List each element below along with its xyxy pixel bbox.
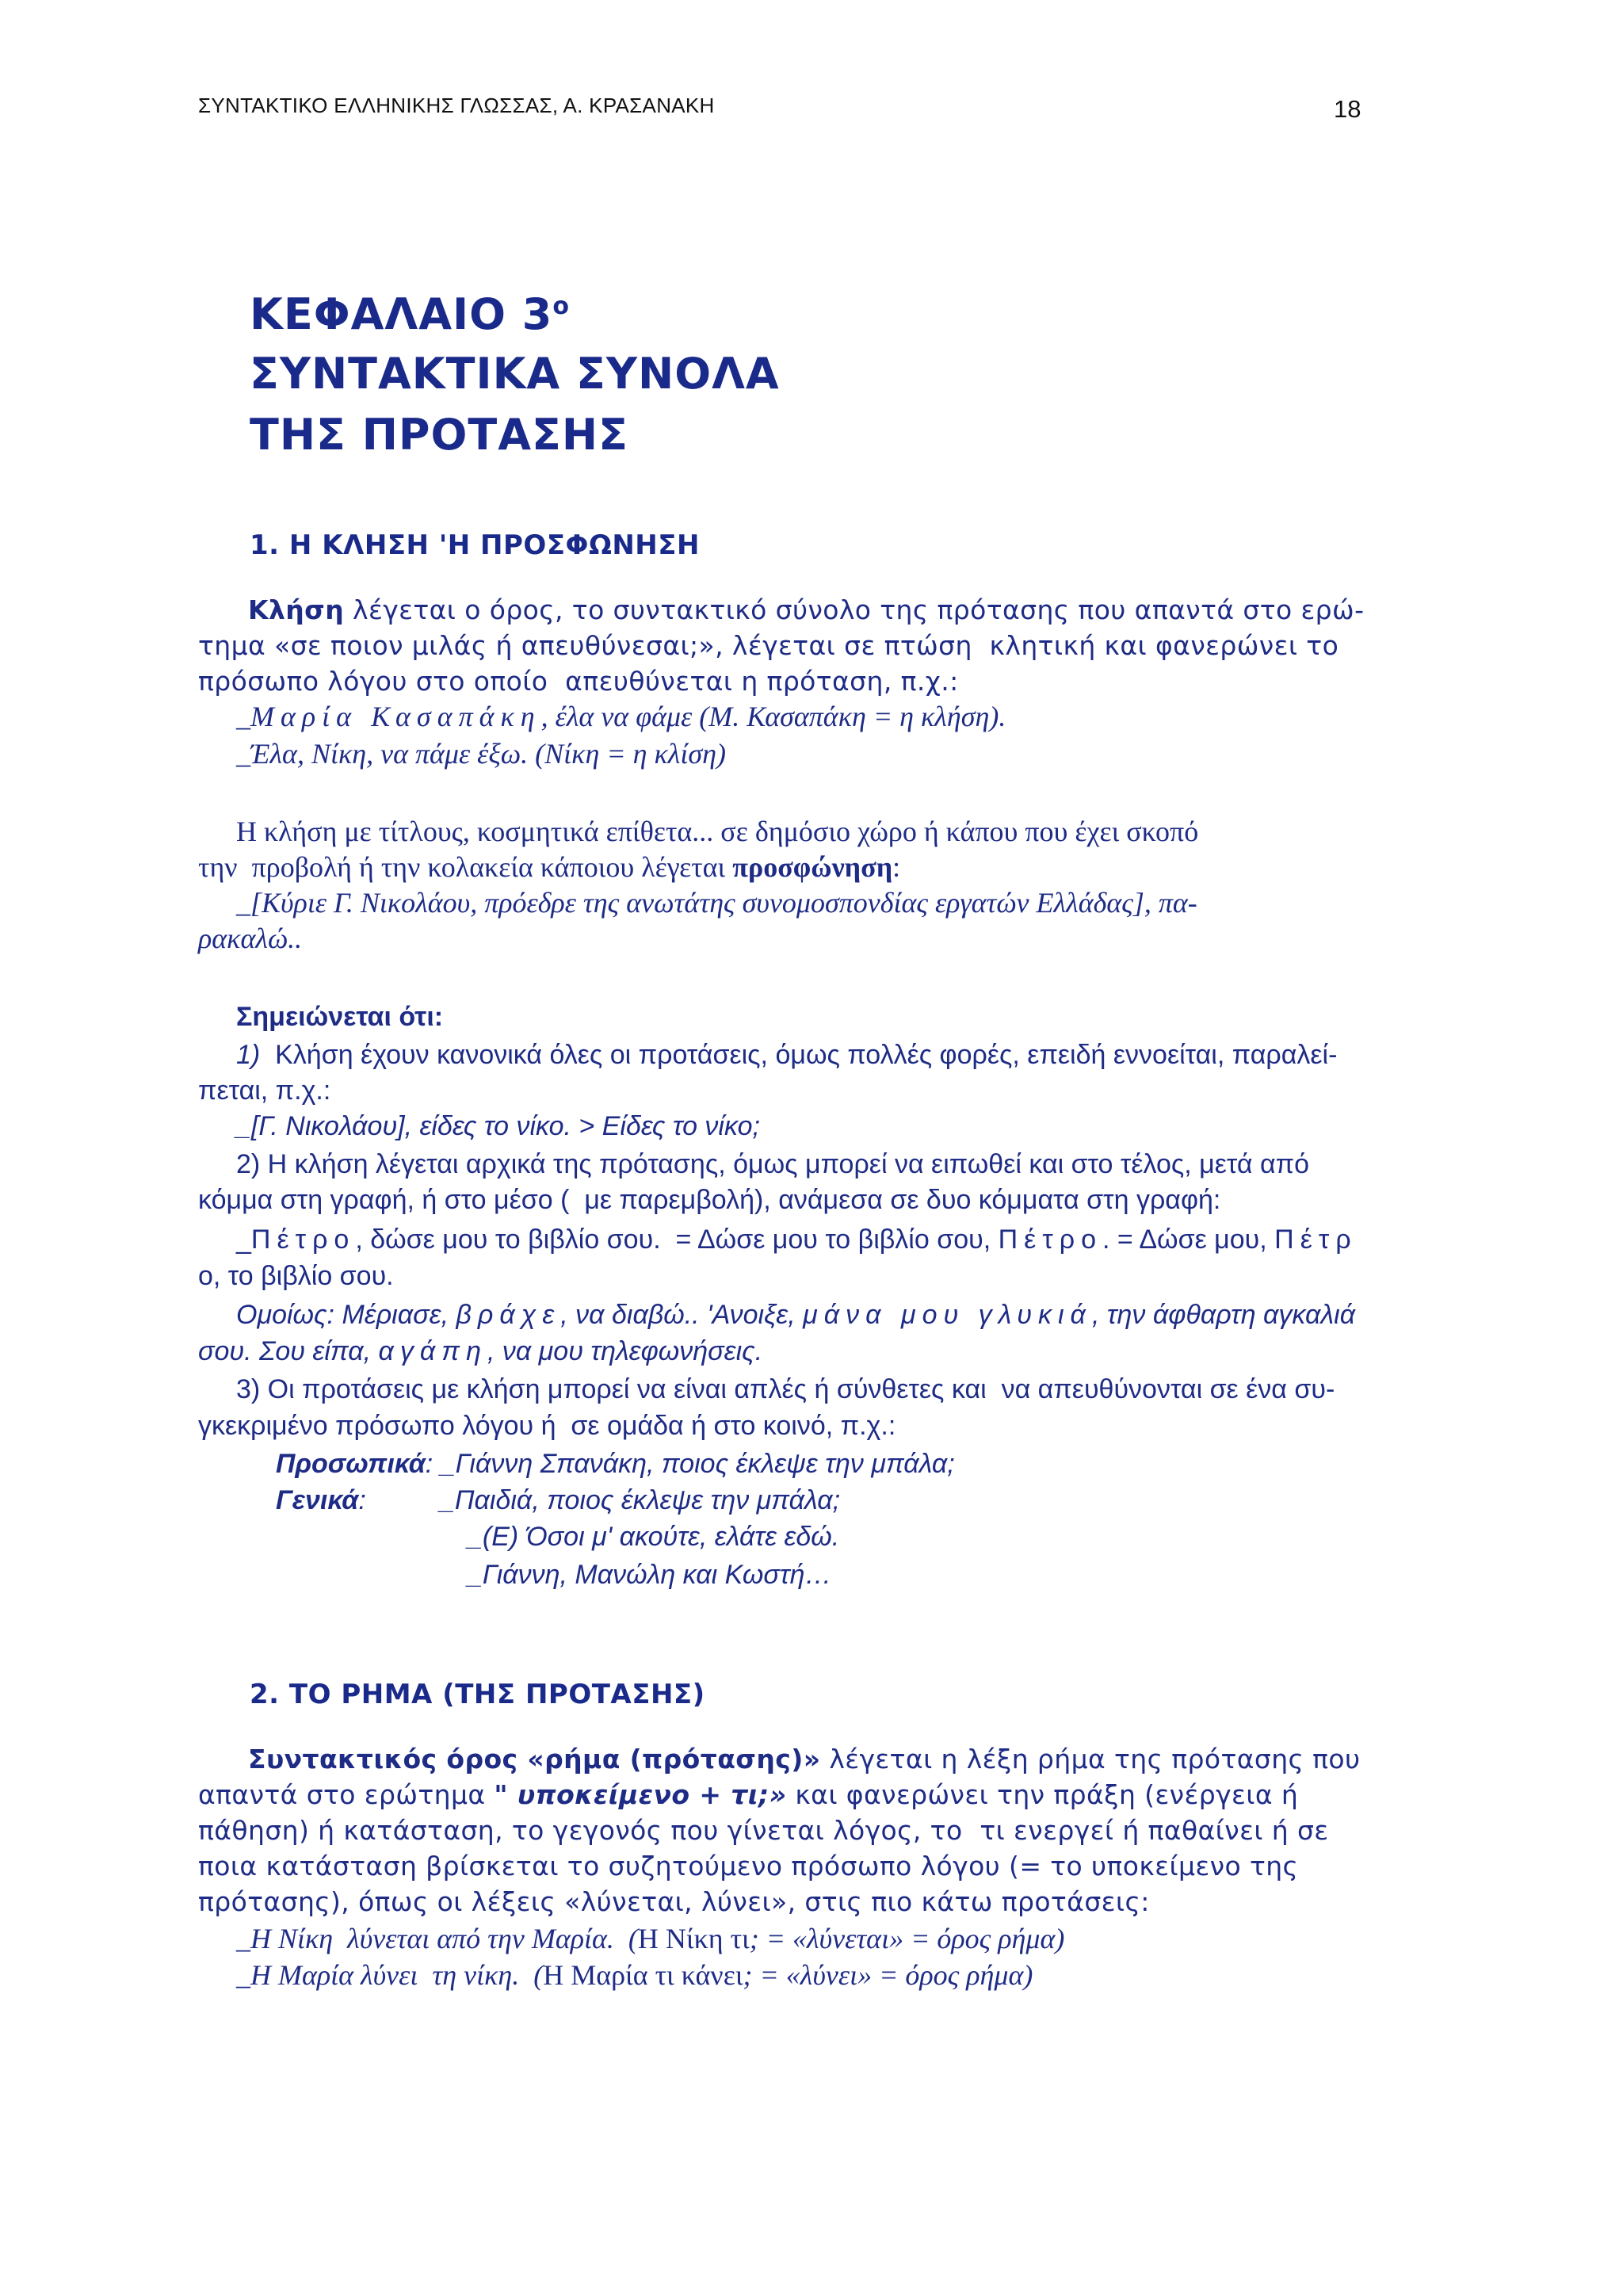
section-2-heading: 2. ΤΟ ΡΗΜΑ (ΤΗΣ ΠΡΟΤΑΣΗΣ) xyxy=(250,1679,705,1710)
chapter-title-line-3: ΤΗΣ ΠΡΟΤΑΣΗΣ xyxy=(250,410,628,460)
s1-p2-colon: : xyxy=(892,851,901,883)
s2-question-form: " υποκείμενο + τι;» xyxy=(494,1779,787,1810)
general-label-line xyxy=(276,1485,366,1516)
general-example-1: _Παιδιά, ποιος έκλεψε την μπάλα; xyxy=(440,1485,841,1515)
s2-paragraph-line-2 xyxy=(198,1779,1298,1810)
s2-p-text-2a: απαντά στο ερώτημα xyxy=(198,1779,495,1810)
chapter-number-text: ΚΕΦΑΛΑΙΟ 3 xyxy=(250,289,553,339)
n2-ex1-text-2: . = Δώσε μου, xyxy=(1102,1224,1275,1255)
note-1-number: 1) xyxy=(236,1040,261,1070)
s1-example-3-line-2: ρακαλώ.. xyxy=(198,923,303,954)
s2-ex1-text-1: _Η Νίκη λύνεται από την Μαρία. ( xyxy=(236,1923,638,1954)
s1-paragraph-1-line-1 xyxy=(248,594,1364,625)
note-2-example-1-line-1 xyxy=(236,1224,1358,1255)
ex1-name-spaced: Μαρία Κασαπάκη xyxy=(250,701,541,732)
general-example-2: _(Ε) Όσοι μ' ακούτε, ελάτε εδώ. xyxy=(468,1522,840,1552)
note-1-line-2: πεται, π.χ.: xyxy=(198,1075,331,1106)
n2-ex2-text-3: , την άφθαρτη αγκαλιά xyxy=(1091,1300,1356,1330)
note-1-example: _[Γ. Νικολάου], είδες το νίκο. > Είδες το νίκο; xyxy=(236,1111,760,1141)
n2-ex1-name-3: Πέτρ xyxy=(1274,1224,1358,1255)
general-label: Γενικά xyxy=(276,1485,359,1515)
personal-label: Προσωπικά xyxy=(276,1449,426,1479)
s1-paragraph-2-line-1: Η κλήση με τίτλους, κοσμητικά επίθετα... σε δημόσιο χώρο ή κάπου που έχει σκοπό xyxy=(236,816,1199,847)
s2-paragraph-line-1 xyxy=(248,1744,1361,1775)
s1-p1-text-1: λέγεται ο όρος, το συντακτικό σύνολο της πρότασης που απαντά στο ερώ- xyxy=(344,594,1365,625)
ex1-rest: , έλα να φάμε (Μ. Κασαπάκη = η κλήση). xyxy=(540,701,1006,732)
s2-ex1-question: Η Νίκη τι xyxy=(637,1923,750,1954)
note-3-line-2: γκεκριμένο πρόσωπο λόγου ή σε ομάδα ή στο κοινό, π.χ.: xyxy=(198,1411,896,1441)
s2-p-text-2b: και φανερώνει την πράξη (ενέργεια ή xyxy=(786,1779,1299,1810)
n2-ex1-text-1: , δώσε μου το βιβλίο σου. = Δώσε μου το βιβλίο σου, xyxy=(355,1224,999,1255)
s1-example-3-line-1: _[Κύριε Γ. Νικολάου, πρόεδρε της ανωτάτης συνομοσπονδίας εργατών Ελλάδας], πα- xyxy=(236,887,1197,919)
s1-example-1 xyxy=(236,700,1006,733)
n2-ex2-name-1: βράχε xyxy=(456,1300,561,1330)
ex1-dash: _ xyxy=(236,701,250,732)
s2-ex1-text-2: ; = «λύνεται» = όρος ρήμα) xyxy=(749,1923,1065,1954)
n2-ex2-name-2: μάνα μου γλυκιά xyxy=(803,1300,1092,1330)
n2-ex2-name-3: αγάπη xyxy=(378,1336,487,1366)
general-colon: : xyxy=(358,1485,366,1515)
section-1-heading: 1. Η ΚΛΗΣΗ 'Η ΠΡΟΣΦΩΝΗΣΗ xyxy=(250,529,700,561)
n2-ex2-text-4: σου. Σου είπα, xyxy=(198,1336,379,1366)
note-2-example-2-line-2 xyxy=(198,1336,762,1367)
general-example-3: _Γιάννη, Μανώλη και Κωστή… xyxy=(468,1560,832,1590)
chapter-ordinal-superscript: ο xyxy=(552,292,571,320)
s2-example-1 xyxy=(236,1922,1064,1955)
s2-paragraph-line-5: πρότασης), όπως οι λέξεις «λύνεται, λύνει», στις πιο κάτω προτάσεις: xyxy=(198,1886,1150,1917)
chapter-title-line-1 xyxy=(250,289,570,339)
s2-p-text-1: λέγεται η λέξη ρήμα της πρότασης που xyxy=(820,1744,1361,1775)
chapter-title-line-2: ΣΥΝΤΑΚΤΙΚΑ ΣΥΝΟΛΑ xyxy=(250,349,780,399)
s1-paragraph-2-line-2 xyxy=(198,850,900,884)
s2-paragraph-line-4: ποια κατάσταση βρίσκεται το συζητούμενο πρόσωπο λόγου (= το υποκείμενο της xyxy=(198,1851,1299,1881)
n2-ex2-text-1: Ομοίως: Μέριασε, xyxy=(236,1300,456,1330)
s1-paragraph-1-line-3: πρόσωπο λόγου στο οποίο απευθύνεται η πρόταση, π.χ.: xyxy=(198,666,959,697)
note-2-example-2-line-1 xyxy=(236,1300,1355,1331)
note-2-line-2: κόμμα στη γραφή, ή στο μέσο ( με παρεμβολή), ανάμεσα σε δυο κόμματα στη γραφή: xyxy=(198,1185,1221,1215)
running-header-title: ΣΥΝΤΑΚΤΙΚΟ ΕΛΛΗΝΙΚΗΣ ΓΛΩΣΣΑΣ, Α. ΚΡΑΣΑΝΑΚΗ xyxy=(198,94,715,117)
s1-p2-text: την προβολή ή την κολακεία κάποιου λέγεται xyxy=(198,851,733,883)
term-prosfonisi: προσφώνηση xyxy=(732,851,893,883)
note-2-line-1: 2) Η κλήση λέγεται αρχικά της πρότασης, όμως μπορεί να ειπωθεί και στο τέλος, μετά από xyxy=(236,1149,1309,1179)
personal-example xyxy=(276,1449,955,1480)
s2-ex2-question: Η Μαρία τι κάνει xyxy=(543,1959,743,1991)
note-1-line-1 xyxy=(236,1040,1337,1071)
note-2-example-1-line-2: ο, το βιβλίο σου. xyxy=(198,1261,394,1291)
note-3-line-1: 3) Οι προτάσεις με κλήση μπορεί να είναι απλές ή σύνθετες και να απευθύνονται σε ένα συ- xyxy=(236,1374,1335,1404)
n2-ex1-dash: _ xyxy=(236,1224,251,1255)
s2-example-2 xyxy=(236,1958,1033,1992)
s2-ex2-text-2: ; = «λύνει» = όρος ρήμα) xyxy=(743,1959,1033,1991)
n2-ex2-text-5: , να μου τηλεφωνήσεις. xyxy=(487,1336,763,1366)
n2-ex2-text-2: , να διαβώ.. 'Ανοιξε, xyxy=(560,1300,804,1330)
s2-paragraph-line-3: πάθηση) ή κατάσταση, το γεγονός που γίνεται λόγος, το τι ενεργεί ή παθαίνει ή σε xyxy=(198,1815,1329,1846)
note-1-text: Κλήση έχουν κανονικά όλες οι προτάσεις, όμως πολλές φορές, επειδή εννοείται, παραλεί- xyxy=(260,1040,1338,1070)
n2-ex1-name-2: Πέτρο xyxy=(998,1224,1103,1255)
s1-paragraph-1-line-2: τημα «σε ποιον μιλάς ή απευθύνεσαι;», λέγεται σε πτώση κλητική και φανερώνει το xyxy=(198,630,1339,661)
term-klisi: Κλήση xyxy=(248,594,345,625)
term-syntaktikos-oros: Συντακτικός όρος «ρήμα (πρότασης)» xyxy=(248,1744,821,1775)
page-number: 18 xyxy=(1334,95,1361,123)
s2-ex2-text-1: _Η Μαρία λύνει τη νίκη. ( xyxy=(236,1959,544,1991)
personal-example-text: : _Γιάννη Σπανάκη, ποιος έκλεψε την μπάλα; xyxy=(425,1449,955,1479)
n2-ex1-name-1: Πέτρο xyxy=(250,1224,356,1255)
notes-title: Σημειώνεται ότι: xyxy=(236,1002,444,1032)
s1-example-2: _Έλα, Νίκη, να πάμε έξω. (Νίκη = η κλίση) xyxy=(236,738,726,770)
